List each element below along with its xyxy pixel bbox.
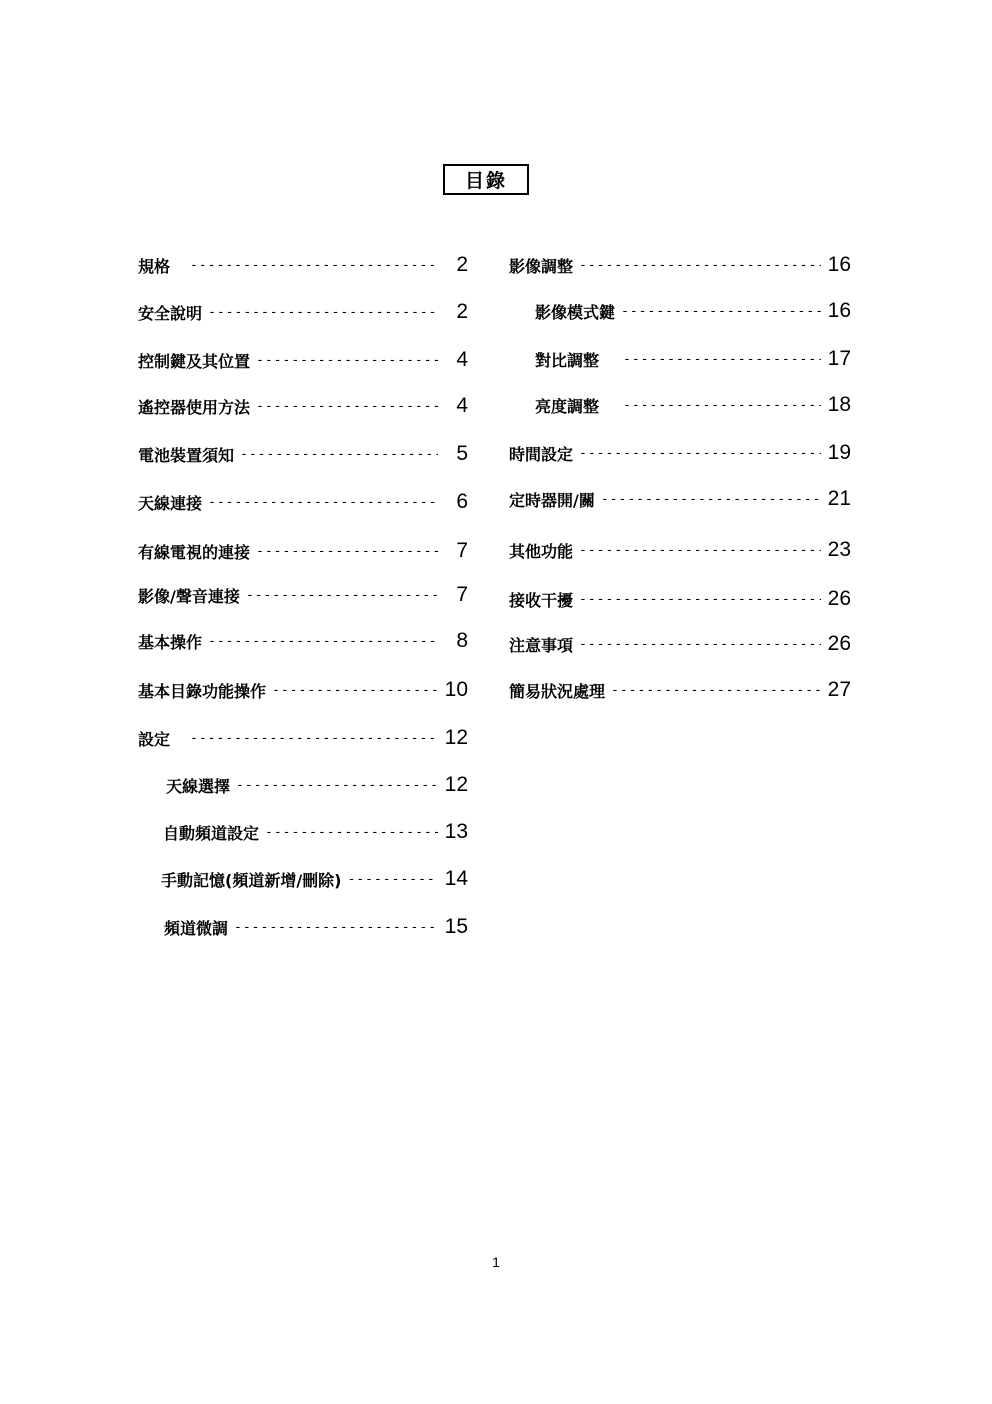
toc-entry[interactable] <box>138 391 468 421</box>
dot-leader <box>208 305 438 320</box>
dot-leader <box>234 920 438 935</box>
toc-entry-page: 2 <box>456 253 468 276</box>
dot-leader <box>246 588 438 603</box>
toc-entry[interactable] <box>509 675 851 705</box>
toc-entry[interactable] <box>509 250 851 280</box>
toc-entry-label: 規格 <box>138 256 171 276</box>
toc-entry-label: 時間設定 <box>509 444 574 464</box>
dot-leader <box>621 304 821 319</box>
toc-entry-page: 14 <box>444 867 468 890</box>
dot-leader <box>208 634 438 649</box>
toc-entry[interactable] <box>138 580 468 610</box>
toc-entry-page: 7 <box>456 539 468 562</box>
toc-entry-page: 4 <box>456 348 468 371</box>
toc-entry[interactable] <box>509 584 851 614</box>
dot-leader <box>579 543 821 558</box>
toc-entry-page: 2 <box>456 300 468 323</box>
toc-entry-page: 17 <box>827 347 851 370</box>
dot-leader <box>601 492 821 507</box>
toc-entry-page: 16 <box>827 253 851 276</box>
toc-entry-label: 電池裝置須知 <box>138 445 235 465</box>
toc-entry-label: 安全說明 <box>138 303 203 323</box>
toc-entry-label: 影像模式鍵 <box>535 302 616 322</box>
toc-subentry[interactable] <box>163 817 468 847</box>
toc-entry-label: 有線電視的連接 <box>138 542 251 562</box>
toc-entry-label: 接收干擾 <box>509 590 574 610</box>
toc-entry-label: 設定 <box>138 729 171 749</box>
toc-entry-page: 8 <box>456 629 468 652</box>
toc-subentry[interactable] <box>166 770 468 800</box>
toc-entry-page: 21 <box>827 487 851 510</box>
toc-entry-label: 天線連接 <box>138 493 203 513</box>
toc-subentry[interactable] <box>535 390 851 420</box>
toc-entry-label: 自動頻道設定 <box>163 823 260 843</box>
toc-entry-page: 10 <box>444 678 468 701</box>
toc-entry-label: 遙控器使用方法 <box>138 397 251 417</box>
dot-leader <box>623 352 821 367</box>
toc-entry-page: 27 <box>827 678 851 701</box>
toc-entry-label: 影像/聲音連接 <box>138 586 240 606</box>
dot-leader <box>190 258 438 273</box>
toc-entry[interactable] <box>138 345 468 375</box>
toc-entry[interactable] <box>509 535 851 565</box>
dot-leader <box>579 446 821 461</box>
toc-subentry[interactable] <box>535 296 851 326</box>
toc-entry-label: 控制鍵及其位置 <box>138 351 251 371</box>
toc-entry[interactable] <box>138 250 468 280</box>
toc-entry-page: 15 <box>444 915 468 938</box>
dot-leader <box>347 872 438 887</box>
toc-entry-label: 對比調整 <box>535 350 600 370</box>
dot-leader <box>190 731 438 746</box>
toc-entry-page: 5 <box>456 442 468 465</box>
dot-leader <box>579 258 821 273</box>
dot-leader <box>256 399 438 414</box>
toc-entry-label: 手動記憶(頻道新增/刪除) <box>161 870 342 890</box>
dot-leader <box>272 683 438 698</box>
toc-entry-page: 18 <box>827 393 851 416</box>
toc-entry-page: 7 <box>456 583 468 606</box>
toc-entry[interactable] <box>138 675 468 705</box>
toc-entry[interactable] <box>138 536 468 566</box>
dot-leader <box>611 683 821 698</box>
toc-entry[interactable] <box>138 439 468 469</box>
toc-entry-label: 基本目錄功能操作 <box>138 681 267 701</box>
toc-subentry[interactable] <box>535 344 851 374</box>
toc-subentry[interactable] <box>164 912 468 942</box>
toc-entry-page: 26 <box>827 632 851 655</box>
toc-entry-label: 天線選擇 <box>166 776 231 796</box>
toc-entry[interactable] <box>138 487 468 517</box>
toc-entry-label: 基本操作 <box>138 632 203 652</box>
toc-entry-page: 13 <box>444 820 468 843</box>
toc-entry-page: 23 <box>827 538 851 561</box>
page-number: 1 <box>492 1254 500 1270</box>
toc-subentry[interactable] <box>161 864 468 894</box>
toc-entry-page: 19 <box>827 441 851 464</box>
dot-leader <box>256 544 438 559</box>
toc-entry-label: 簡易狀況處理 <box>509 681 606 701</box>
toc-entry-page: 26 <box>827 587 851 610</box>
toc-entry[interactable] <box>509 484 851 514</box>
toc-entry-page: 12 <box>444 726 468 749</box>
toc-entry-label: 其他功能 <box>509 541 574 561</box>
dot-leader <box>579 637 821 652</box>
toc-entry-label: 頻道微調 <box>164 918 229 938</box>
dot-leader <box>256 353 438 368</box>
toc-entry[interactable] <box>509 438 851 468</box>
dot-leader <box>240 447 438 462</box>
toc-entry-page: 4 <box>456 394 468 417</box>
toc-entry[interactable] <box>138 297 468 327</box>
toc-entry-page: 16 <box>827 299 851 322</box>
toc-entry-label: 定時器開/關 <box>509 490 595 510</box>
toc-entry[interactable] <box>138 723 468 753</box>
toc-entry-label: 影像調整 <box>509 256 574 276</box>
dot-leader <box>208 495 438 510</box>
toc-entry-label: 注意事項 <box>509 635 574 655</box>
dot-leader <box>623 398 821 413</box>
toc-entry-page: 12 <box>444 773 468 796</box>
toc-entry-label: 亮度調整 <box>535 396 600 416</box>
dot-leader <box>579 592 821 607</box>
dot-leader <box>265 825 438 840</box>
toc-entry-page: 6 <box>456 490 468 513</box>
dot-leader <box>236 778 438 793</box>
toc-entry[interactable] <box>138 626 468 656</box>
toc-entry[interactable] <box>509 629 851 659</box>
toc-title: 目錄 <box>443 164 529 195</box>
